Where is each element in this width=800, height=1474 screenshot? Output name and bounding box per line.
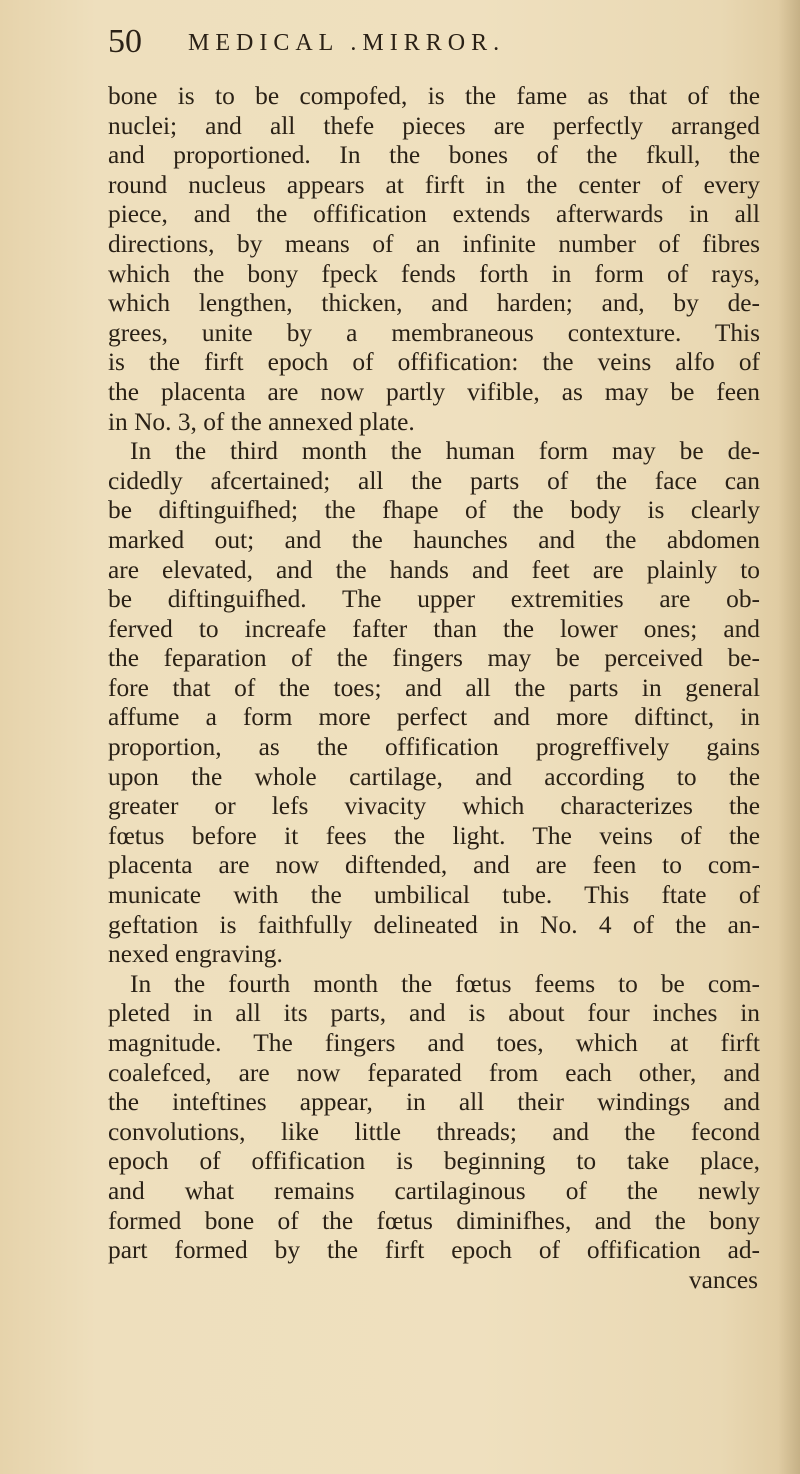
- text-line: which the bony fpeck fends forth in form of rays,: [108, 259, 760, 288]
- text-line: part formed by the firft epoch of offification ad-: [108, 1236, 760, 1265]
- text-line: fore that of the toes; and all the parts in general: [108, 673, 760, 702]
- text-line: is the firft epoch of offification: the veins alfo of: [108, 348, 760, 377]
- page-header: [108, 18, 638, 78]
- text-line: fœtus before it fees the light. The veins of the: [108, 821, 760, 850]
- body-text: [108, 82, 760, 1295]
- text-line: cidedly afcertained; all the parts of the face can: [108, 466, 760, 495]
- text-line: the placenta are now partly vifible, as may be feen: [108, 377, 760, 406]
- text-line: are elevated, and the hands and feet are plainly to: [108, 555, 760, 584]
- text-line: magnitude. The fingers and toes, which at firft: [108, 1029, 760, 1057]
- text-line: bone is to be compofed, is the fame as that of the: [108, 82, 760, 110]
- text-line: directions, by means of an infinite number of fibres: [108, 229, 760, 258]
- text-line: marked out; and the haunches and the abdomen: [108, 525, 760, 554]
- catchword: vances: [688, 1265, 758, 1294]
- page-edge-shadow: [778, 0, 800, 1474]
- text-line: municate with the umbilical tube. This ftate of: [108, 881, 760, 910]
- paragraph-3: [108, 970, 760, 1266]
- text-line: affume a form more perfect and more diftinct, in: [108, 703, 760, 732]
- text-line: be diftinguifhed; the fhape of the body is clearly: [108, 496, 760, 525]
- text-line: grees, unite by a membraneous contexture. This: [108, 318, 760, 347]
- text-line: the feparation of the fingers may be perceived be-: [108, 644, 760, 673]
- text-line: formed bone of the fœtus diminifhes, and the bony: [108, 1206, 760, 1235]
- text-line: and what remains cartilaginous of the newly: [108, 1176, 760, 1205]
- text-line: in No. 3, of the annexed plate.: [108, 407, 415, 436]
- text-line: which lengthen, thicken, and harden; and, by de-: [108, 289, 760, 318]
- text-line: In the fourth month the fœtus feems to be com-: [130, 969, 760, 998]
- text-line: the inteftines appear, in all their windings and: [108, 1088, 760, 1117]
- text-line: and proportioned. In the bones of the fkull, the: [108, 141, 760, 170]
- text-line: greater or lefs vivacity which characterizes the: [108, 792, 760, 821]
- text-line: convolutions, like little threads; and the fecond: [108, 1117, 760, 1146]
- text-line: be diftinguifhed. The upper extremities are ob-: [108, 585, 760, 614]
- running-head: MEDICAL .MIRROR.: [188, 30, 506, 56]
- text-line: placenta are now diftended, and are feen to com-: [108, 851, 760, 880]
- text-line: piece, and the offification extends afterwards in all: [108, 200, 760, 229]
- text-line: upon the whole cartilage, and according to the: [108, 762, 760, 791]
- page-number: 50: [108, 23, 142, 60]
- paragraph-2: [108, 437, 760, 970]
- text-line: nexed engraving.: [108, 940, 283, 969]
- text-line: geftation is faithfully delineated in No. 4 of the an-: [108, 910, 760, 939]
- text-line: proportion, as the offification progreffively gains: [108, 733, 760, 762]
- text-line: nuclei; and all thefe pieces are perfectly arranged: [108, 111, 760, 140]
- text-line: ferved to increafe fafter than the lower ones; and: [108, 614, 760, 643]
- text-line: coalefced, are now feparated from each other, and: [108, 1058, 760, 1087]
- paragraph-1: [108, 82, 760, 437]
- text-line: In the third month the human form may be de-: [130, 437, 760, 466]
- text-line: epoch of offification is beginning to take place,: [108, 1147, 760, 1176]
- text-line: pleted in all its parts, and is about four inches in: [108, 999, 760, 1028]
- text-line: round nucleus appears at firft in the center of every: [108, 170, 760, 199]
